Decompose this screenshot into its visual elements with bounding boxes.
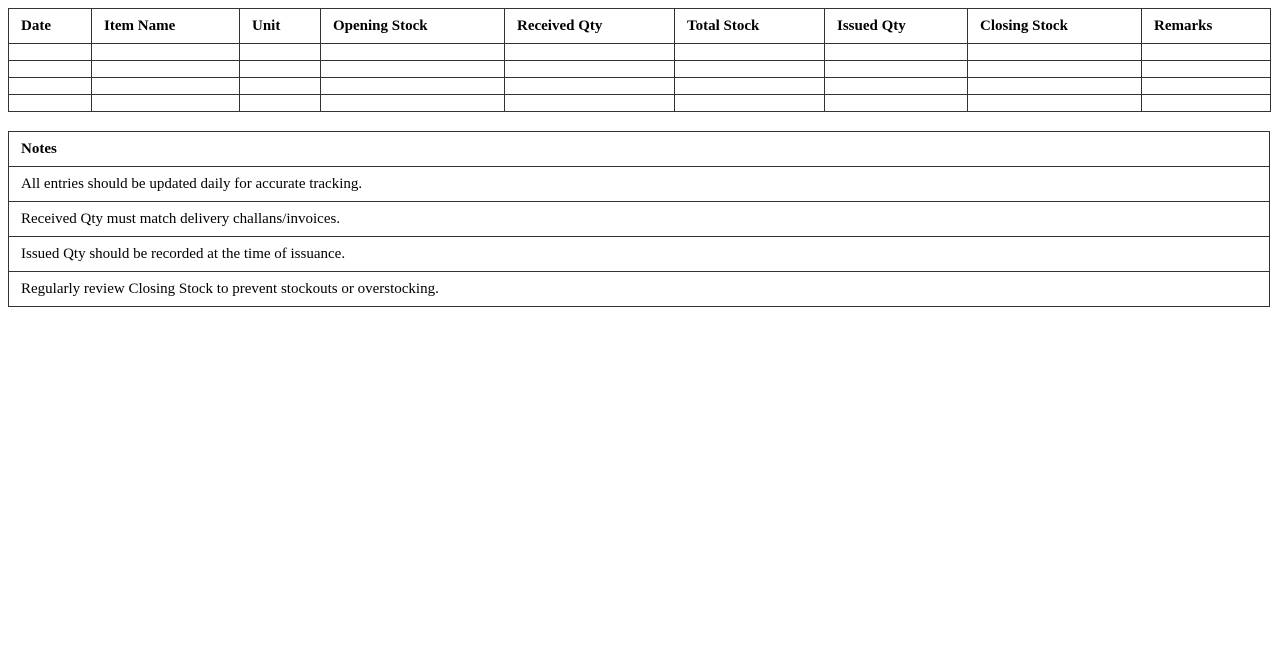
note-item: Regularly review Closing Stock to prevent stockouts or overstocking. xyxy=(9,272,1270,307)
table-cell xyxy=(9,61,92,78)
table-cell xyxy=(240,95,321,112)
table-cell xyxy=(92,95,240,112)
table-cell xyxy=(240,44,321,61)
table-cell xyxy=(321,44,505,61)
table-cell xyxy=(675,78,825,95)
table-cell xyxy=(675,95,825,112)
column-header-unit: Unit xyxy=(240,9,321,44)
table-cell xyxy=(240,61,321,78)
table-cell xyxy=(1142,61,1271,78)
notes-table xyxy=(8,131,1270,307)
table-cell xyxy=(968,61,1142,78)
column-header-total-stock: Total Stock xyxy=(675,9,825,44)
column-header-remarks: Remarks xyxy=(1142,9,1271,44)
table-cell xyxy=(321,61,505,78)
table-cell xyxy=(968,78,1142,95)
table-cell xyxy=(968,44,1142,61)
table-cell xyxy=(9,78,92,95)
table-cell xyxy=(825,78,968,95)
table-cell xyxy=(505,95,675,112)
note-item: Issued Qty should be recorded at the time of issuance. xyxy=(9,237,1270,272)
note-item: Received Qty must match delivery challans/invoices. xyxy=(9,202,1270,237)
table-cell xyxy=(92,61,240,78)
table-row xyxy=(9,44,1271,61)
table-row xyxy=(9,95,1271,112)
notes-row xyxy=(9,237,1270,272)
table-cell xyxy=(240,78,321,95)
table-cell xyxy=(505,61,675,78)
column-header-opening-stock: Opening Stock xyxy=(321,9,505,44)
table-header-row xyxy=(9,9,1271,44)
notes-row xyxy=(9,167,1270,202)
table-cell xyxy=(92,78,240,95)
stock-register-table xyxy=(8,8,1271,112)
table-cell xyxy=(675,44,825,61)
notes-header-row xyxy=(9,132,1270,167)
notes-heading: Notes xyxy=(9,132,1270,167)
table-row xyxy=(9,61,1271,78)
notes-row xyxy=(9,272,1270,307)
column-header-item-name: Item Name xyxy=(92,9,240,44)
document-page xyxy=(0,0,1278,307)
column-header-received-qty: Received Qty xyxy=(505,9,675,44)
column-header-issued-qty: Issued Qty xyxy=(825,9,968,44)
table-cell xyxy=(9,95,92,112)
table-cell xyxy=(321,95,505,112)
table-cell xyxy=(92,44,240,61)
table-cell xyxy=(505,78,675,95)
table-cell xyxy=(1142,95,1271,112)
table-cell xyxy=(825,95,968,112)
note-item: All entries should be updated daily for accurate tracking. xyxy=(9,167,1270,202)
table-cell xyxy=(1142,44,1271,61)
column-header-closing-stock: Closing Stock xyxy=(968,9,1142,44)
table-cell xyxy=(505,44,675,61)
table-cell xyxy=(321,78,505,95)
column-header-date: Date xyxy=(9,9,92,44)
table-row xyxy=(9,78,1271,95)
table-cell xyxy=(9,44,92,61)
table-cell xyxy=(675,61,825,78)
table-cell xyxy=(825,61,968,78)
notes-row xyxy=(9,202,1270,237)
table-cell xyxy=(825,44,968,61)
table-cell xyxy=(1142,78,1271,95)
table-cell xyxy=(968,95,1142,112)
